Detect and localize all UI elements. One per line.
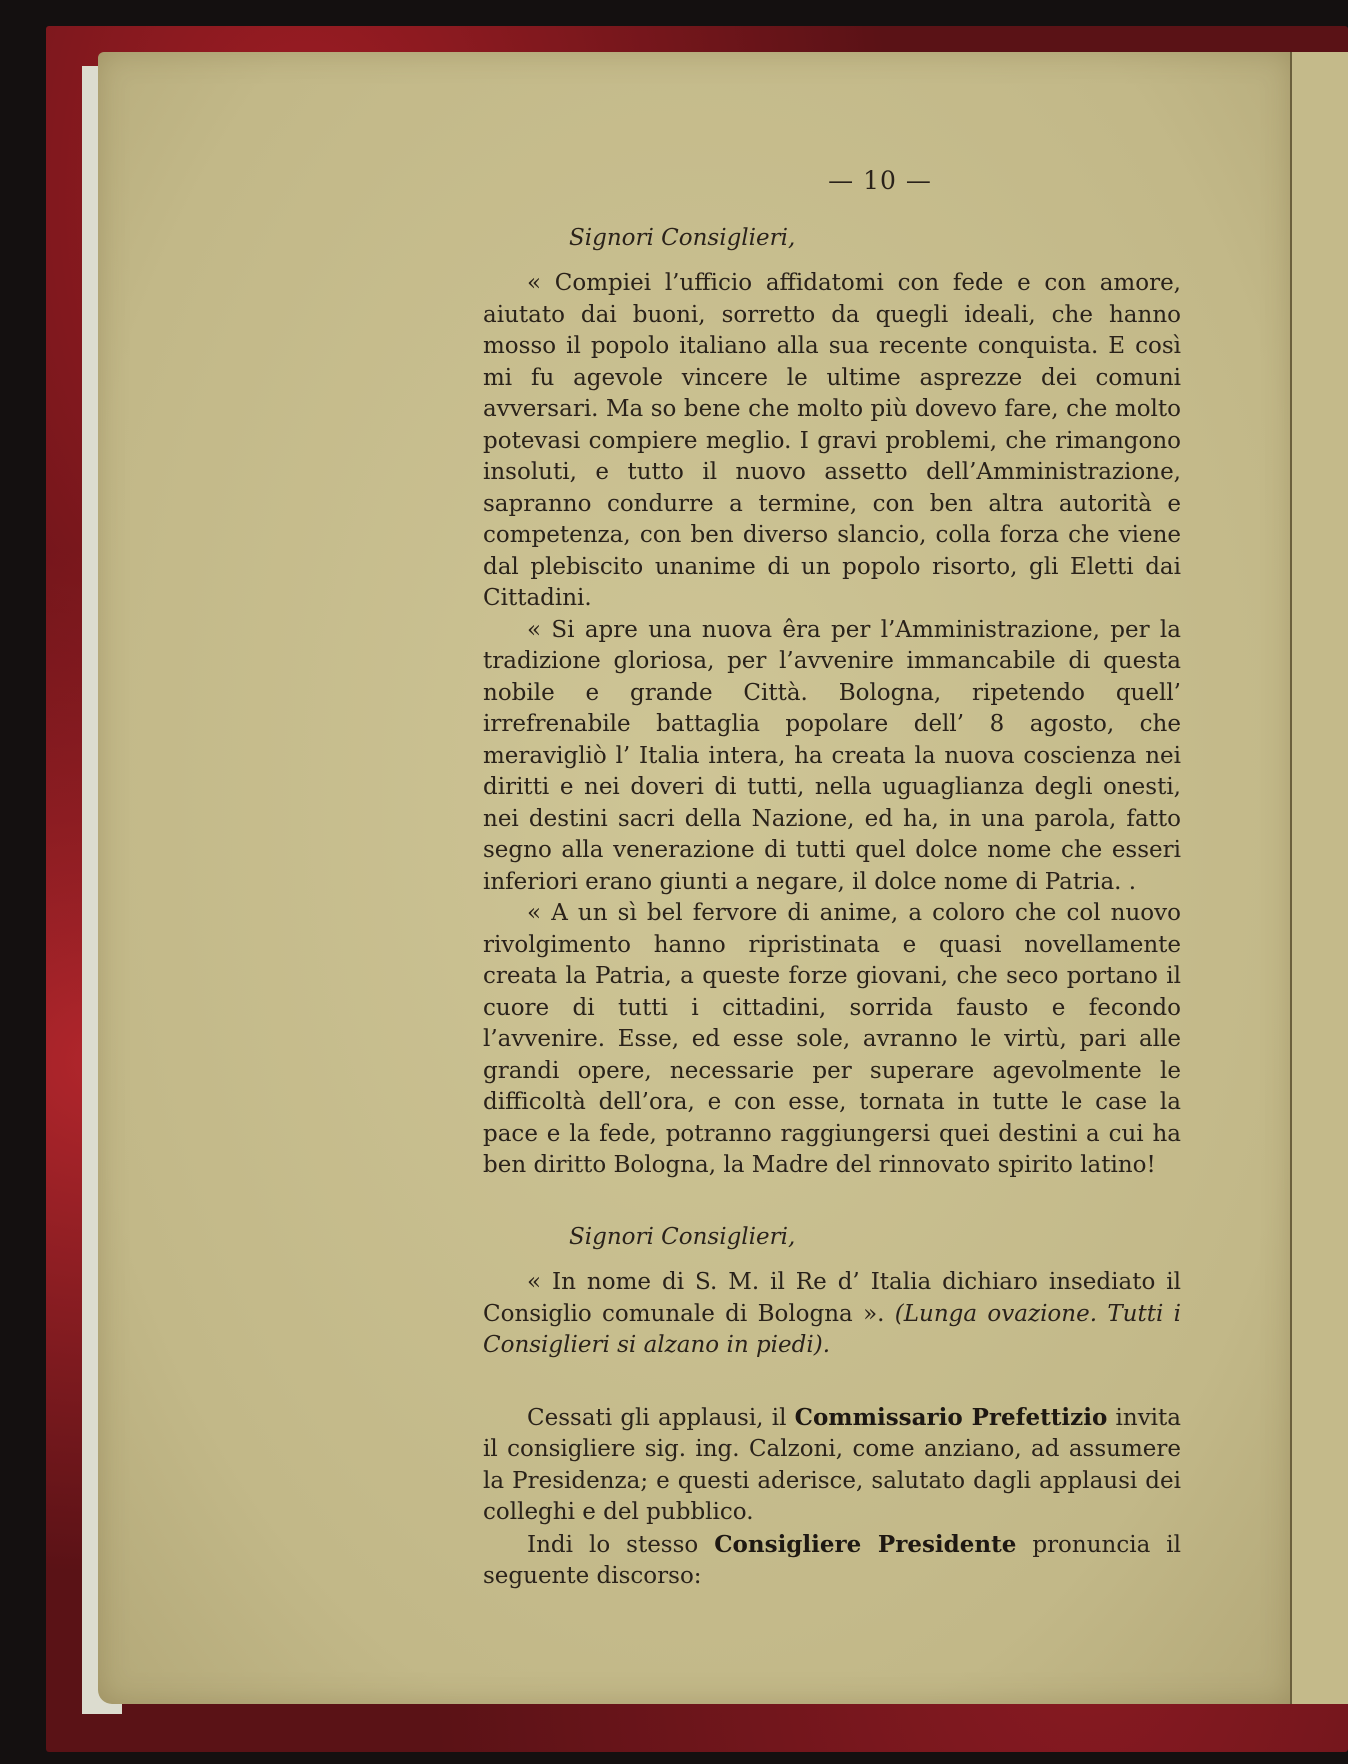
adjacent-page-edge [1290, 52, 1348, 1704]
salutation-1: Signori Consiglieri, [569, 224, 796, 251]
paragraph-3: « A un sì bel fervore di anime, a coloro che col nuovo rivolgimento hanno ripristinata e quasi novellamente creata la Patria, a queste forze giovani, che seco portano il cuore di tutti i cittadini, sorrida fausto e fecondo l’avvenire. Esse, ed esse sole, avranno le virtù, pari alle grandi opere, necessarie per superare agevolmente le difficoltà dell’ora, e con esse, tornata in tutte le case la pace e la fede, potranno raggiungersi quei destini a cui ha ben diritto Bologna, la Madre del rinnovato spirito latino! [483, 900, 1181, 1178]
page-text [483, 165, 1181, 1593]
para-6-end: pronuncia il seguente discorso: [483, 1531, 1181, 1589]
paragraph-2: « Si apre una nuova êra per l’Amministrazione, per la tradizione gloriosa, per l’avvenire immancabile di questa nobile e grande Città. Bologna, ripetendo quell’ irrefrenabile battaglia popolare dell’ 8 agosto, che meravigliò l’ Italia intera, ha creata la nuova coscienza nei diritti e nei doveri di tutti, nella uguaglianza degli onesti, nei destini sacri della Nazione, ed ha, in una parola, fatto segno alla venerazione di tutti quel dolce nome che esseri inferiori erano giunti a negare, il dolce nome di Patria. . [483, 616, 1181, 895]
salutation-2: Signori Consiglieri, [569, 1223, 796, 1250]
paragraph-4 [483, 1267, 1181, 1362]
spacer [483, 1182, 1181, 1222]
spacer [483, 1362, 1181, 1402]
paragraph-1: « Compiei l’ufficio affidatomi con fede e con amore, aiutato dai buoni, sorretto da quegli ideali, che hanno mosso il popolo italiano alla sua recente conquista. E così mi fu agevole vincere le ultime asprezze dei comuni avversari. Ma so bene che molto più dovevo fare, che molto potevasi compiere meglio. I gravi problemi, che rimangono insoluti, e tutto il nuovo assetto dell’Amministrazione, sapranno condurre a termine, con ben altra autorità e competenza, con ben diverso slancio, colla forza che viene dal plebiscito unanime di un popolo risorto, gli Eletti dai Cittadini. [483, 270, 1181, 611]
para-5-end: invita il consigliere sig. ing. Calzoni, come anziano, ad assumere la Presidenza; e questi aderisce, salutato dagli applausi dei colleghi e del pubblico. [483, 1404, 1181, 1525]
para-5-start: Cessati gli applausi, il [527, 1404, 795, 1431]
presidente-label: Consigliere Presidente [714, 1530, 1017, 1558]
paragraph-5 [483, 1402, 1181, 1529]
stage-direction: (Lunga ovazione. Tutti i Consiglieri si alzano in piedi). [483, 1300, 1181, 1358]
paragraph-6 [483, 1529, 1181, 1593]
commissario-label: Commissario Prefettizio [794, 1403, 1108, 1431]
para-6-start: Indi lo stesso [527, 1531, 715, 1558]
declaration-text: « In nome di S. M. il Re d’ Italia dichiaro insediato il Consiglio comunale di Bologna ». [483, 1269, 1181, 1327]
page-number: — 10 — [828, 166, 932, 195]
